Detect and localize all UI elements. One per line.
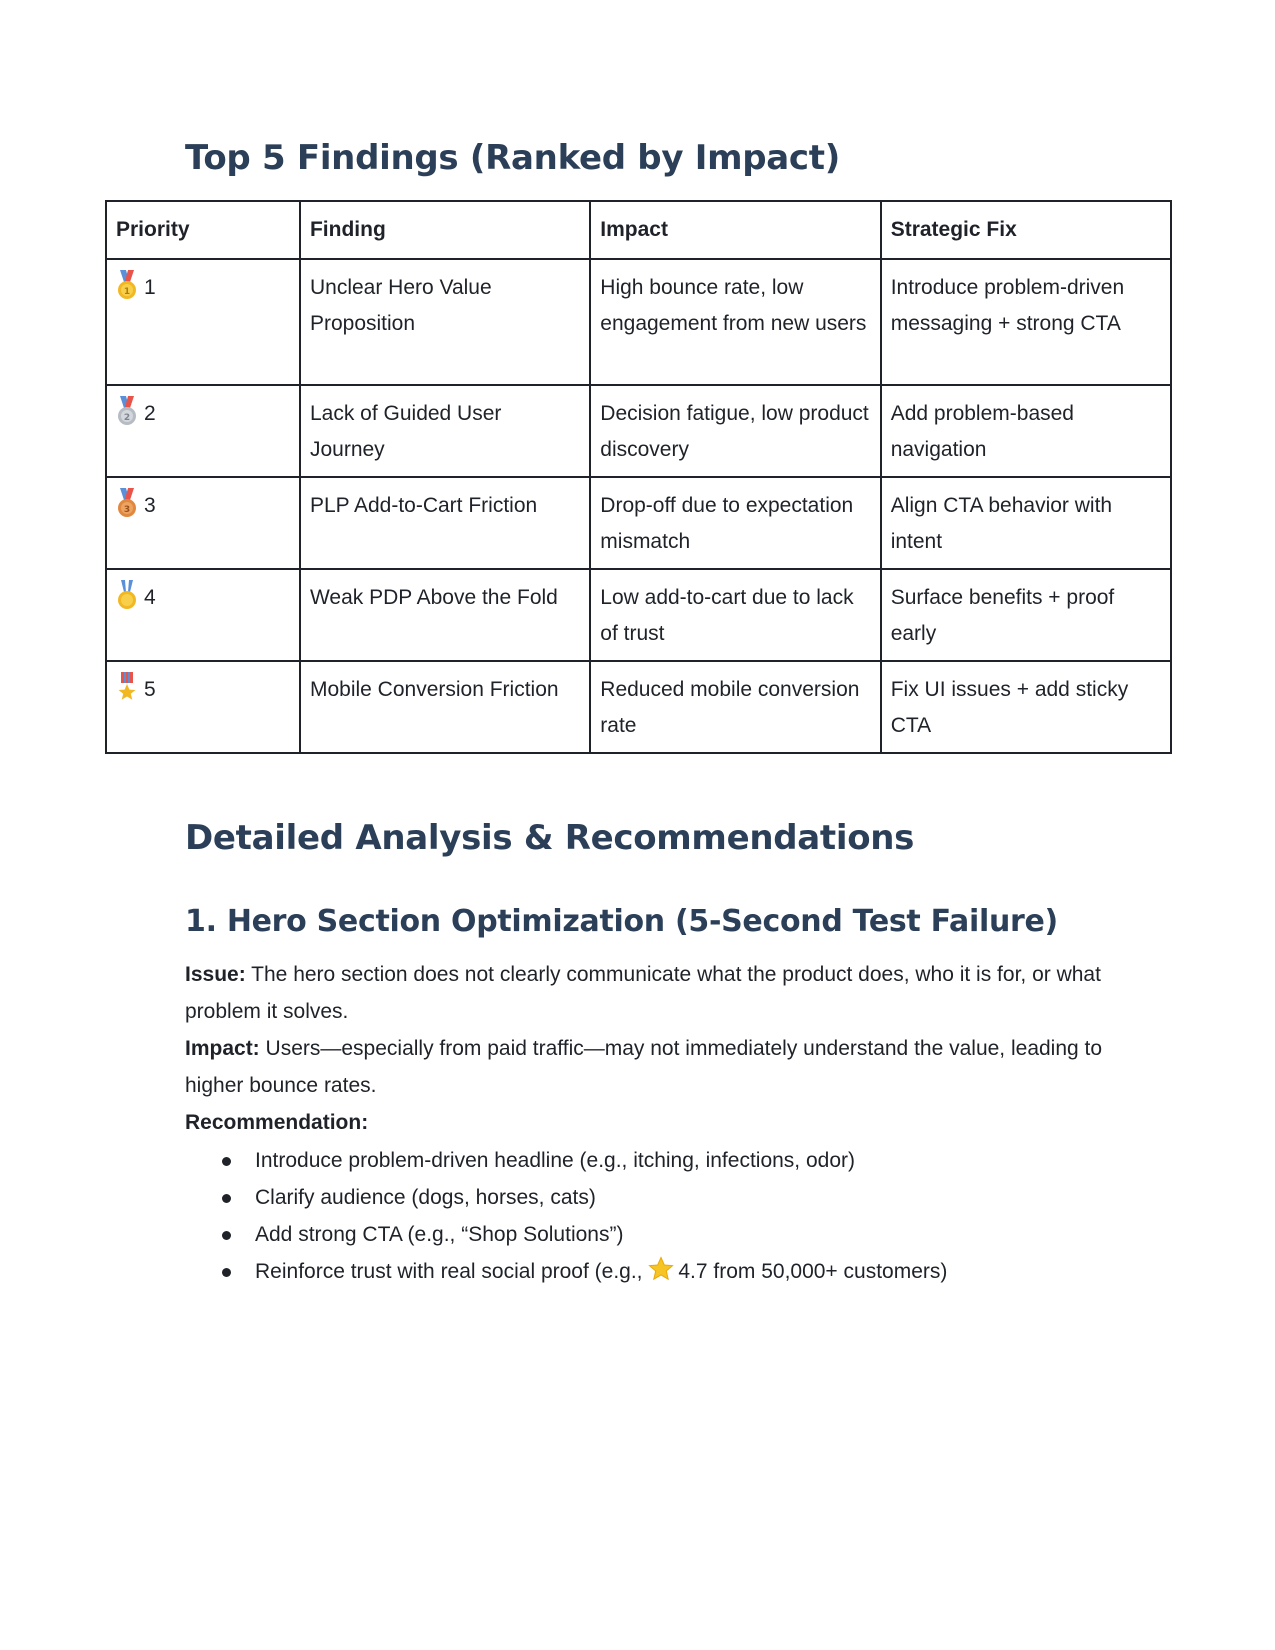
silver-medal-icon	[116, 396, 138, 426]
star-icon	[648, 1256, 674, 1282]
gold-medal-icon	[116, 270, 138, 300]
bullet-icon	[222, 1268, 231, 1277]
priority-number: 3	[144, 494, 156, 517]
list-item	[185, 1216, 1105, 1253]
table-row	[106, 385, 1171, 477]
fix-cell: Fix UI issues + add sticky CTA	[881, 661, 1171, 753]
priority-cell	[106, 385, 300, 477]
subsection-heading: 1. Hero Section Optimization (5-Second Test Failure)	[185, 904, 1058, 939]
impact-cell: Low add-to-cart due to lack of trust	[590, 569, 880, 661]
priority-cell	[106, 477, 300, 569]
impact-label: Impact:	[185, 1037, 260, 1060]
section-heading: Detailed Analysis & Recommendations	[185, 818, 915, 858]
impact-text: Users—especially from paid traffic—may not immediately understand the value, leading to higher bounce rates.	[185, 1037, 1103, 1097]
page-title: Top 5 Findings (Ranked by Impact)	[185, 138, 840, 178]
finding-cell: PLP Add-to-Cart Friction	[300, 477, 590, 569]
impact-paragraph	[185, 1030, 1105, 1104]
svg-text:1: 1	[123, 287, 131, 297]
finding-cell: Mobile Conversion Friction	[300, 661, 590, 753]
column-header-finding: Finding	[300, 201, 590, 259]
priority-number: 5	[144, 678, 156, 701]
list-item-text-before: Reinforce trust with real social proof (e.g.,	[255, 1260, 643, 1283]
svg-text:3: 3	[123, 505, 131, 515]
priority-number: 1	[144, 276, 156, 299]
table-row	[106, 569, 1171, 661]
table-row	[106, 259, 1171, 385]
finding-cell: Weak PDP Above the Fold	[300, 569, 590, 661]
list-item-text: Add strong CTA (e.g., “Shop Solutions”)	[255, 1223, 624, 1246]
finding-cell: Unclear Hero Value Proposition	[300, 259, 590, 385]
list-item-text: Introduce problem-driven headline (e.g., itching, infections, odor)	[255, 1149, 855, 1172]
fix-cell: Surface benefits + proof early	[881, 569, 1171, 661]
list-item	[185, 1179, 1105, 1216]
column-header-impact: Impact	[590, 201, 880, 259]
list-item	[185, 1253, 1105, 1290]
military-medal-icon	[116, 672, 138, 702]
issue-text: The hero section does not clearly communicate what the product does, who it is for, or what problem it solves.	[185, 963, 1101, 1023]
table-row	[106, 477, 1171, 569]
bullet-icon	[222, 1231, 231, 1240]
fix-cell: Align CTA behavior with intent	[881, 477, 1171, 569]
recommendation-label-paragraph	[185, 1104, 1105, 1141]
sports-medal-icon	[116, 580, 138, 610]
recommendation-label: Recommendation:	[185, 1111, 369, 1134]
impact-cell: High bounce rate, low engagement from new users	[590, 259, 880, 385]
priority-number: 2	[144, 402, 156, 425]
bronze-medal-icon	[116, 488, 138, 518]
impact-cell: Decision fatigue, low product discovery	[590, 385, 880, 477]
list-item	[185, 1142, 1105, 1179]
priority-cell	[106, 569, 300, 661]
fix-cell: Introduce problem-driven messaging + strong CTA	[881, 259, 1171, 385]
bullet-icon	[222, 1194, 231, 1203]
priority-number: 4	[144, 586, 156, 609]
priority-cell	[106, 661, 300, 753]
issue-paragraph	[185, 956, 1105, 1030]
table-header-row	[106, 201, 1171, 259]
bullet-icon	[222, 1157, 231, 1166]
list-item-text-after: 4.7 from 50,000+ customers)	[678, 1260, 948, 1283]
impact-cell: Drop-off due to expectation mismatch	[590, 477, 880, 569]
svg-text:2: 2	[123, 413, 131, 423]
column-header-priority: Priority	[106, 201, 300, 259]
table-row	[106, 661, 1171, 753]
priority-cell	[106, 259, 300, 385]
fix-cell: Add problem-based navigation	[881, 385, 1171, 477]
issue-label: Issue:	[185, 963, 246, 986]
impact-cell: Reduced mobile conversion rate	[590, 661, 880, 753]
findings-table	[105, 200, 1172, 754]
column-header-strategic-fix: Strategic Fix	[881, 201, 1171, 259]
recommendation-list	[185, 1142, 1105, 1290]
finding-cell: Lack of Guided User Journey	[300, 385, 590, 477]
list-item-text: Clarify audience (dogs, horses, cats)	[255, 1186, 596, 1209]
